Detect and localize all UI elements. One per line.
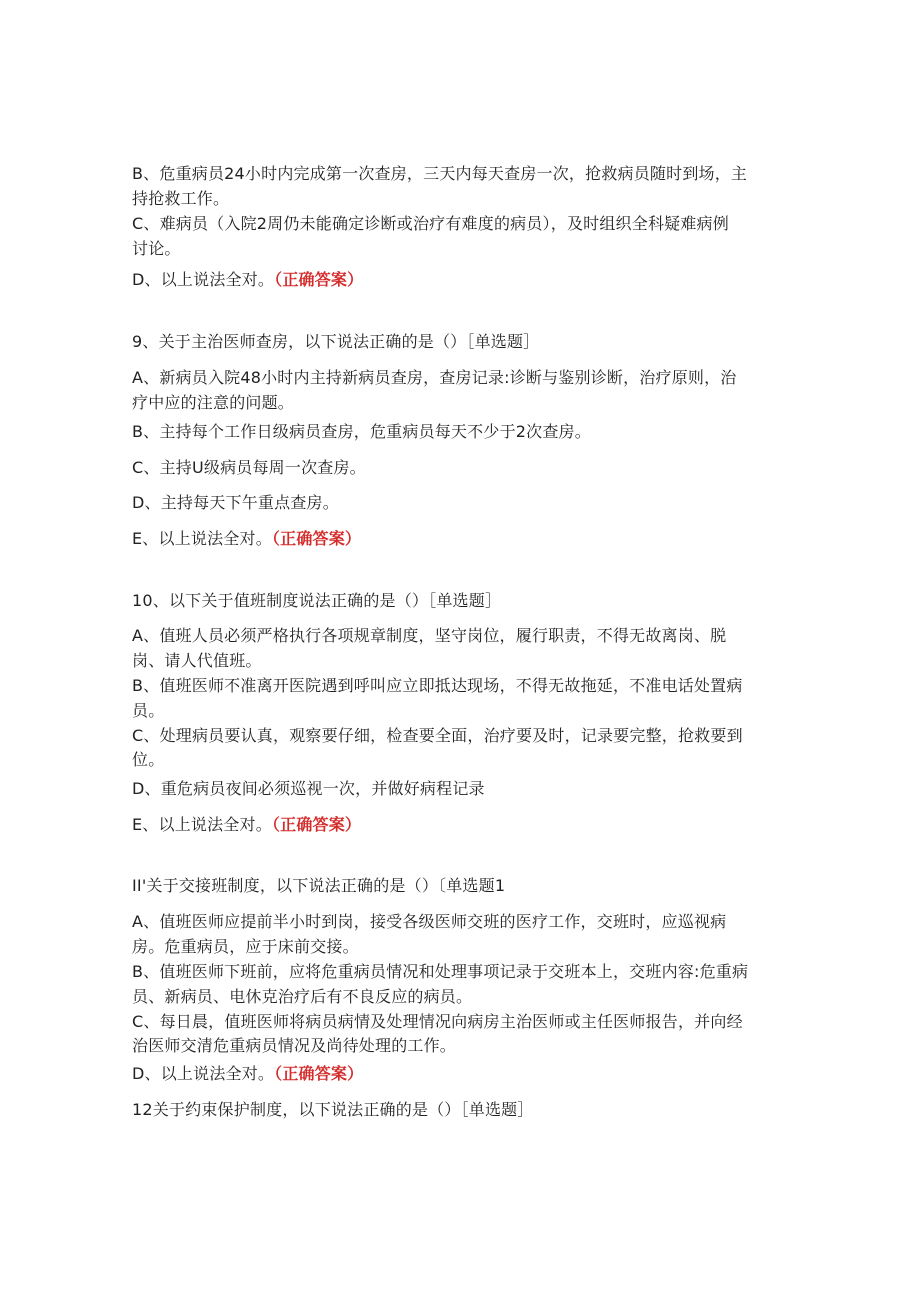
q11-option-c-line2: 治医师交清危重病员情况及尚待处理的工作。 [132,1036,457,1055]
q9-option-e-text: E、以上说法全对。 [132,529,272,548]
q8-correct-answer-label: （正确答案） [274,270,364,289]
q9-option-c: C、主持U级病员每周一次查房。 [132,458,366,477]
q8-option-c-line2: 讨论。 [132,239,181,258]
q10-option-c-line2: 位。 [132,750,165,769]
q10-option-a-line1: A、值班人员必须严格执行各项规章制度，坚守岗位，履行职责，不得无故离岗、脱 [132,626,727,645]
q12-question: 12关于约束保护制度，以下说法正确的是（）［单选题］ [132,1100,534,1119]
q9-option-a-line2: 疗中应的注意的问题。 [132,393,295,412]
q9-correct-answer-label: （正确答案） [271,529,362,548]
q11-option-a-line1: A、值班医师应提前半小时到岗，接受各级医师交班的医疗工作，交班时，应巡视病 [132,912,727,931]
q8-option-b-line1: B、危重病员24小时内完成第一次查房，三天内每天查房一次，抢救病员随时到场，主 [132,164,748,183]
q10-option-b-line2: 员。 [132,701,165,720]
q11-correct-answer-label: （正确答案） [274,1064,364,1083]
q10-correct-answer-label: （正确答案） [271,815,362,834]
q8-option-d [132,270,792,290]
q10-option-e [132,815,792,835]
q11-option-b-line1: B、值班医师下班前，应将危重病员情况和处理事项记录于交班本上，交班内容:危重病 [132,962,749,981]
q11-option-b-line2: 员、新病员、电休克治疗后有不良反应的病员。 [132,987,473,1006]
q11-option-d [132,1064,792,1084]
q11-question: II'关于交接班制度，以下说法正确的是（）〔单选题1 [132,876,506,895]
q9-option-a-line1: A、新病员入院48小时内主持新病员查房，查房记录:诊断与鉴别诊断，治疗原则，治 [132,368,737,387]
q9-option-d: D、主持每天下午重点查房。 [132,493,339,512]
q8-option-d-text: D、以上说法全对。 [132,270,275,289]
q9-question: 9、关于主治医师查房，以下说法正确的是（）［单选题］ [132,332,540,351]
q10-question: 10、以下关于值班制度说法正确的是（）［单选题］ [132,591,502,610]
q10-option-e-text: E、以上说法全对。 [132,815,272,834]
q10-option-b-line1: B、值班医师不准离开医院遇到呼叫应立即抵达现场，不得无故拖延，不准电话处置病 [132,676,743,695]
q9-option-b: B、主持每个工作日级病员查房，危重病员每天不少于2次查房。 [132,422,591,441]
q11-option-c-line1: C、每日晨，值班医师将病员病情及处理情况向病房主治医师或主任医师报告，并向经 [132,1012,743,1031]
q8-option-b-line2: 持抢救工作。 [132,189,230,208]
q8-option-c-line1: C、难病员（入院2周仍未能确定诊断或治疗有难度的病员），及时组织全科疑难病例 [132,214,729,233]
q10-option-a-line2: 岗、请人代值班。 [132,651,262,670]
q10-option-d: D、重危病员夜间必须巡视一次，并做好病程记录 [132,779,485,798]
q11-option-d-text: D、以上说法全对。 [132,1064,275,1083]
q10-option-c-line1: C、处理病员要认真，观察要仔细，检查要全面，治疗要及时，记录要完整，抢救要到 [132,726,743,745]
q9-option-e [132,529,792,549]
q11-option-a-line2: 房。危重病员，应于床前交接。 [132,937,359,956]
